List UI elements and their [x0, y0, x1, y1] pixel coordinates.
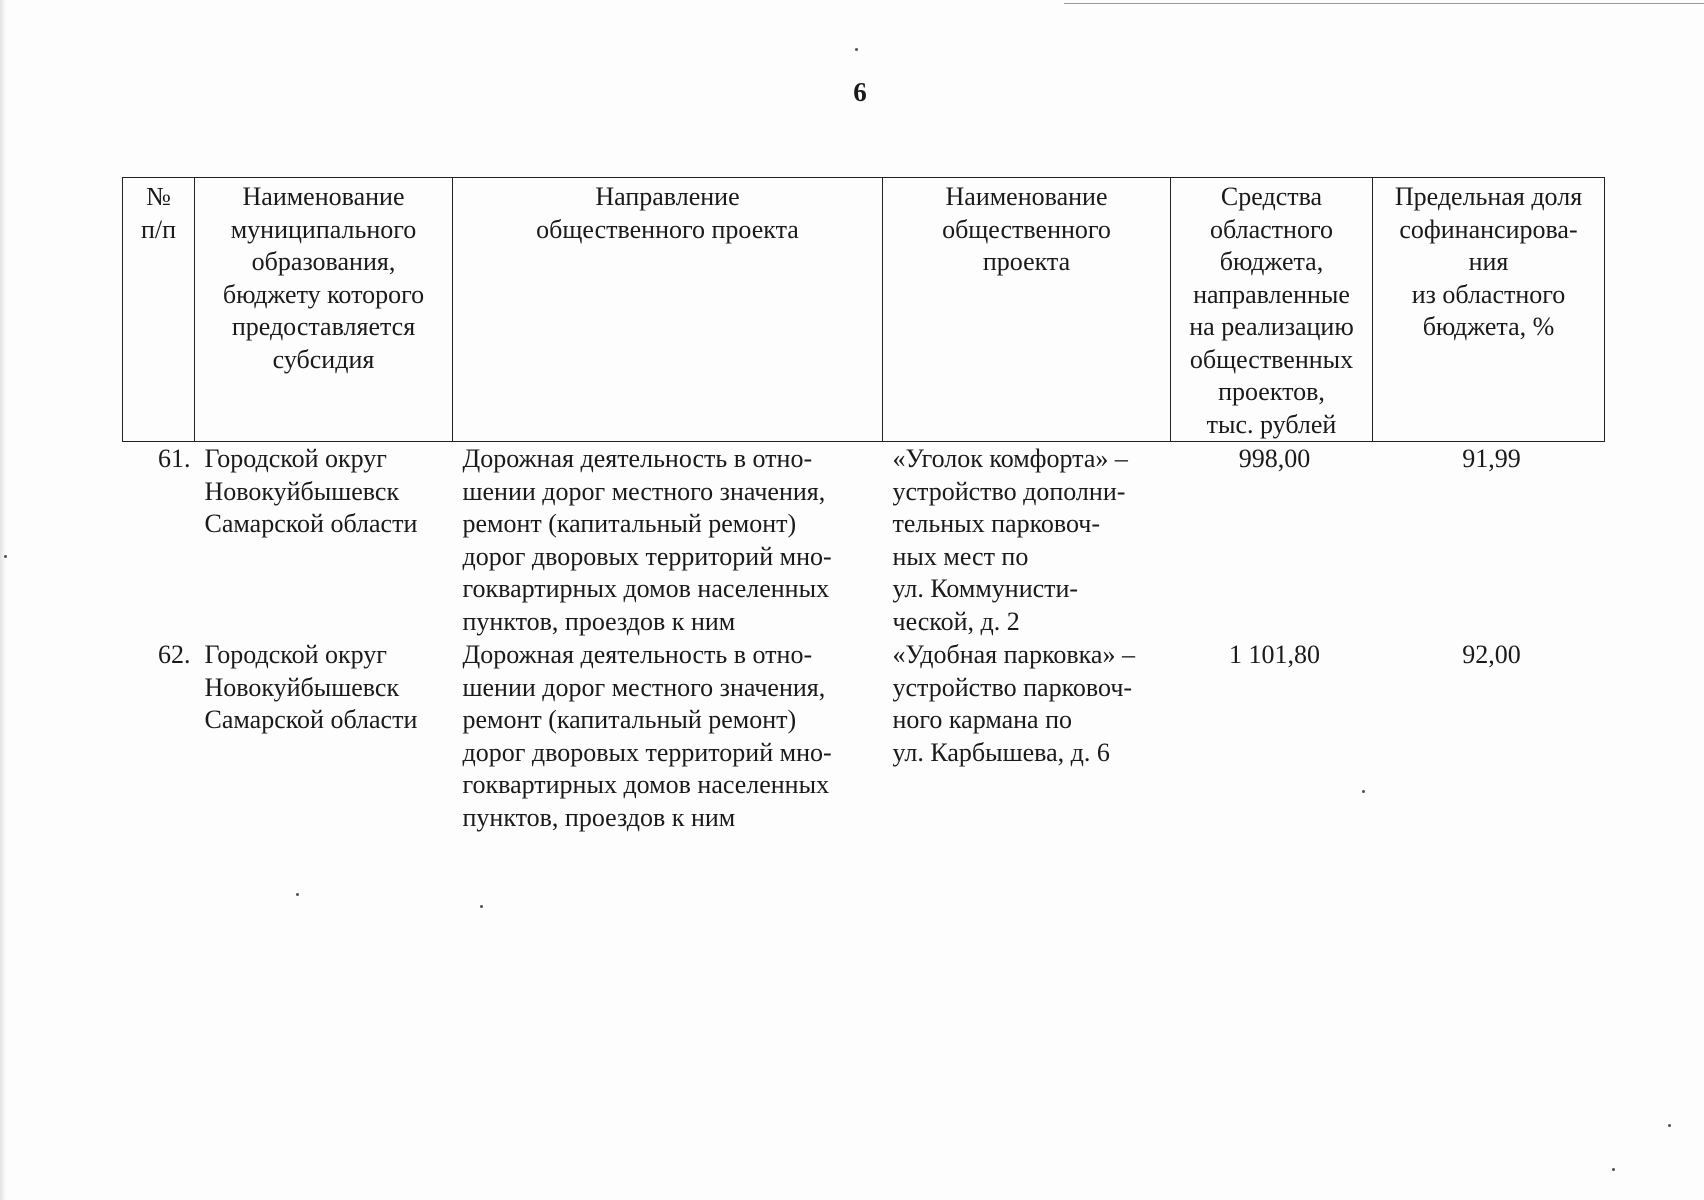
cell-project — [883, 638, 1171, 834]
header-line: Средства — [1220, 182, 1323, 211]
header-amount — [1171, 178, 1373, 442]
header-line: областного — [1210, 214, 1333, 244]
row-number: 62. — [158, 640, 191, 669]
header-share — [1373, 178, 1605, 442]
cell-project-line: ул. Коммунисти- — [892, 574, 1079, 603]
header-line: Наименование — [945, 182, 1108, 211]
header-line: Наименование — [242, 182, 405, 211]
header-line: проекта — [982, 247, 1071, 276]
cell-direction-line: пунктов, проездов к ним — [462, 802, 736, 832]
cell-project-line: ных мест по — [892, 541, 1029, 571]
header-line: бюджету которого — [222, 279, 425, 309]
scan-speck — [1362, 790, 1365, 793]
scan-left-edge — [0, 0, 6, 1200]
header-line: общественного проекта — [536, 214, 799, 244]
cell-direction-line: шении дорог местного значения, — [462, 672, 826, 702]
header-line: ния — [1468, 247, 1509, 276]
header-line: софинансирова- — [1399, 214, 1578, 244]
scan-speck — [4, 555, 7, 558]
header-project — [883, 178, 1171, 442]
header-line: тыс. рублей — [1206, 409, 1337, 439]
cell-municipality — [195, 442, 453, 639]
scan-speck — [855, 48, 858, 51]
header-line: предоставляется — [231, 312, 416, 341]
cell-project-line: «Удобная парковка» – — [892, 640, 1135, 669]
table-row — [123, 442, 1605, 639]
top-rule-line — [1064, 3, 1704, 4]
cell-direction-line: ремонт (капитальный ремонт) — [462, 705, 797, 734]
cell-amount: 998,00 — [1238, 444, 1311, 473]
header-line: Направление — [595, 182, 740, 211]
cell-project — [883, 442, 1171, 639]
header-number — [123, 178, 195, 442]
cell-project-line: устройство парковоч- — [892, 672, 1133, 702]
cell-project-line: ул. Карбышева, д. 6 — [892, 737, 1110, 767]
cell-direction-line: пунктов, проездов к ним — [462, 606, 736, 636]
scan-speck — [1612, 1168, 1615, 1171]
scan-speck — [1668, 1124, 1671, 1127]
header-line: проектов, — [1218, 377, 1325, 406]
scan-speck — [480, 905, 483, 908]
cell-share: 91,99 — [1462, 444, 1521, 473]
cell-project-line: ческой, д. 2 — [892, 606, 1020, 636]
header-line: общественного — [942, 214, 1111, 244]
cell-direction-line: Дорожная деятельность в отно- — [462, 640, 813, 669]
cell-municipality-line: Самарской области — [204, 705, 418, 734]
header-line: субсидия — [272, 344, 375, 374]
cell-direction-line: Дорожная деятельность в отно- — [462, 444, 813, 473]
subsidy-table — [122, 177, 1605, 834]
header-line: общественных — [1189, 344, 1354, 374]
header-line: бюджета, — [1219, 247, 1324, 276]
header-line: № — [146, 182, 171, 211]
page-number: 6 — [853, 77, 867, 107]
header-municipality — [195, 178, 453, 442]
cell-share: 92,00 — [1462, 640, 1521, 669]
header-line: из областного — [1411, 279, 1566, 309]
header-line: бюджета, % — [1422, 312, 1555, 341]
cell-direction-line: дорог дворовых территорий мно- — [462, 737, 832, 767]
cell-municipality-line: Самарской области — [204, 509, 418, 538]
cell-amount: 1 101,80 — [1229, 640, 1320, 669]
header-line: на реализацию — [1189, 312, 1354, 341]
cell-direction-line: гоквартирных домов населенных — [462, 770, 830, 799]
header-direction — [453, 178, 883, 442]
cell-direction — [453, 638, 883, 834]
table-body — [123, 442, 1605, 835]
table-row — [123, 638, 1605, 834]
header-line: направленные — [1193, 279, 1350, 309]
scan-speck — [296, 893, 299, 896]
cell-municipality-line: Новокуйбышевск — [204, 476, 400, 506]
cell-project-line: устройство дополни- — [892, 476, 1126, 506]
table-header-row — [123, 178, 1605, 442]
cell-municipality-line: Новокуйбышевск — [204, 672, 400, 702]
cell-project-line: ного кармана по — [892, 705, 1072, 734]
cell-project-line: тельных парковоч- — [892, 509, 1101, 538]
cell-direction-line: дорог дворовых территорий мно- — [462, 541, 832, 571]
cell-direction-line: ремонт (капитальный ремонт) — [462, 509, 797, 538]
cell-municipality-line: Городской округ — [204, 444, 387, 473]
cell-direction-line: шении дорог местного значения, — [462, 476, 826, 506]
cell-project-line: «Уголок комфорта» – — [892, 444, 1128, 473]
header-line: п/п — [140, 214, 177, 244]
cell-municipality-line: Городской округ — [204, 640, 387, 669]
cell-direction — [453, 442, 883, 639]
cell-municipality — [195, 638, 453, 834]
header-line: Предельная доля — [1394, 182, 1583, 211]
cell-direction-line: гоквартирных домов населенных — [462, 574, 830, 603]
header-line: образования, — [251, 247, 396, 276]
header-line: муниципального — [230, 214, 417, 244]
row-number: 61. — [158, 444, 191, 473]
